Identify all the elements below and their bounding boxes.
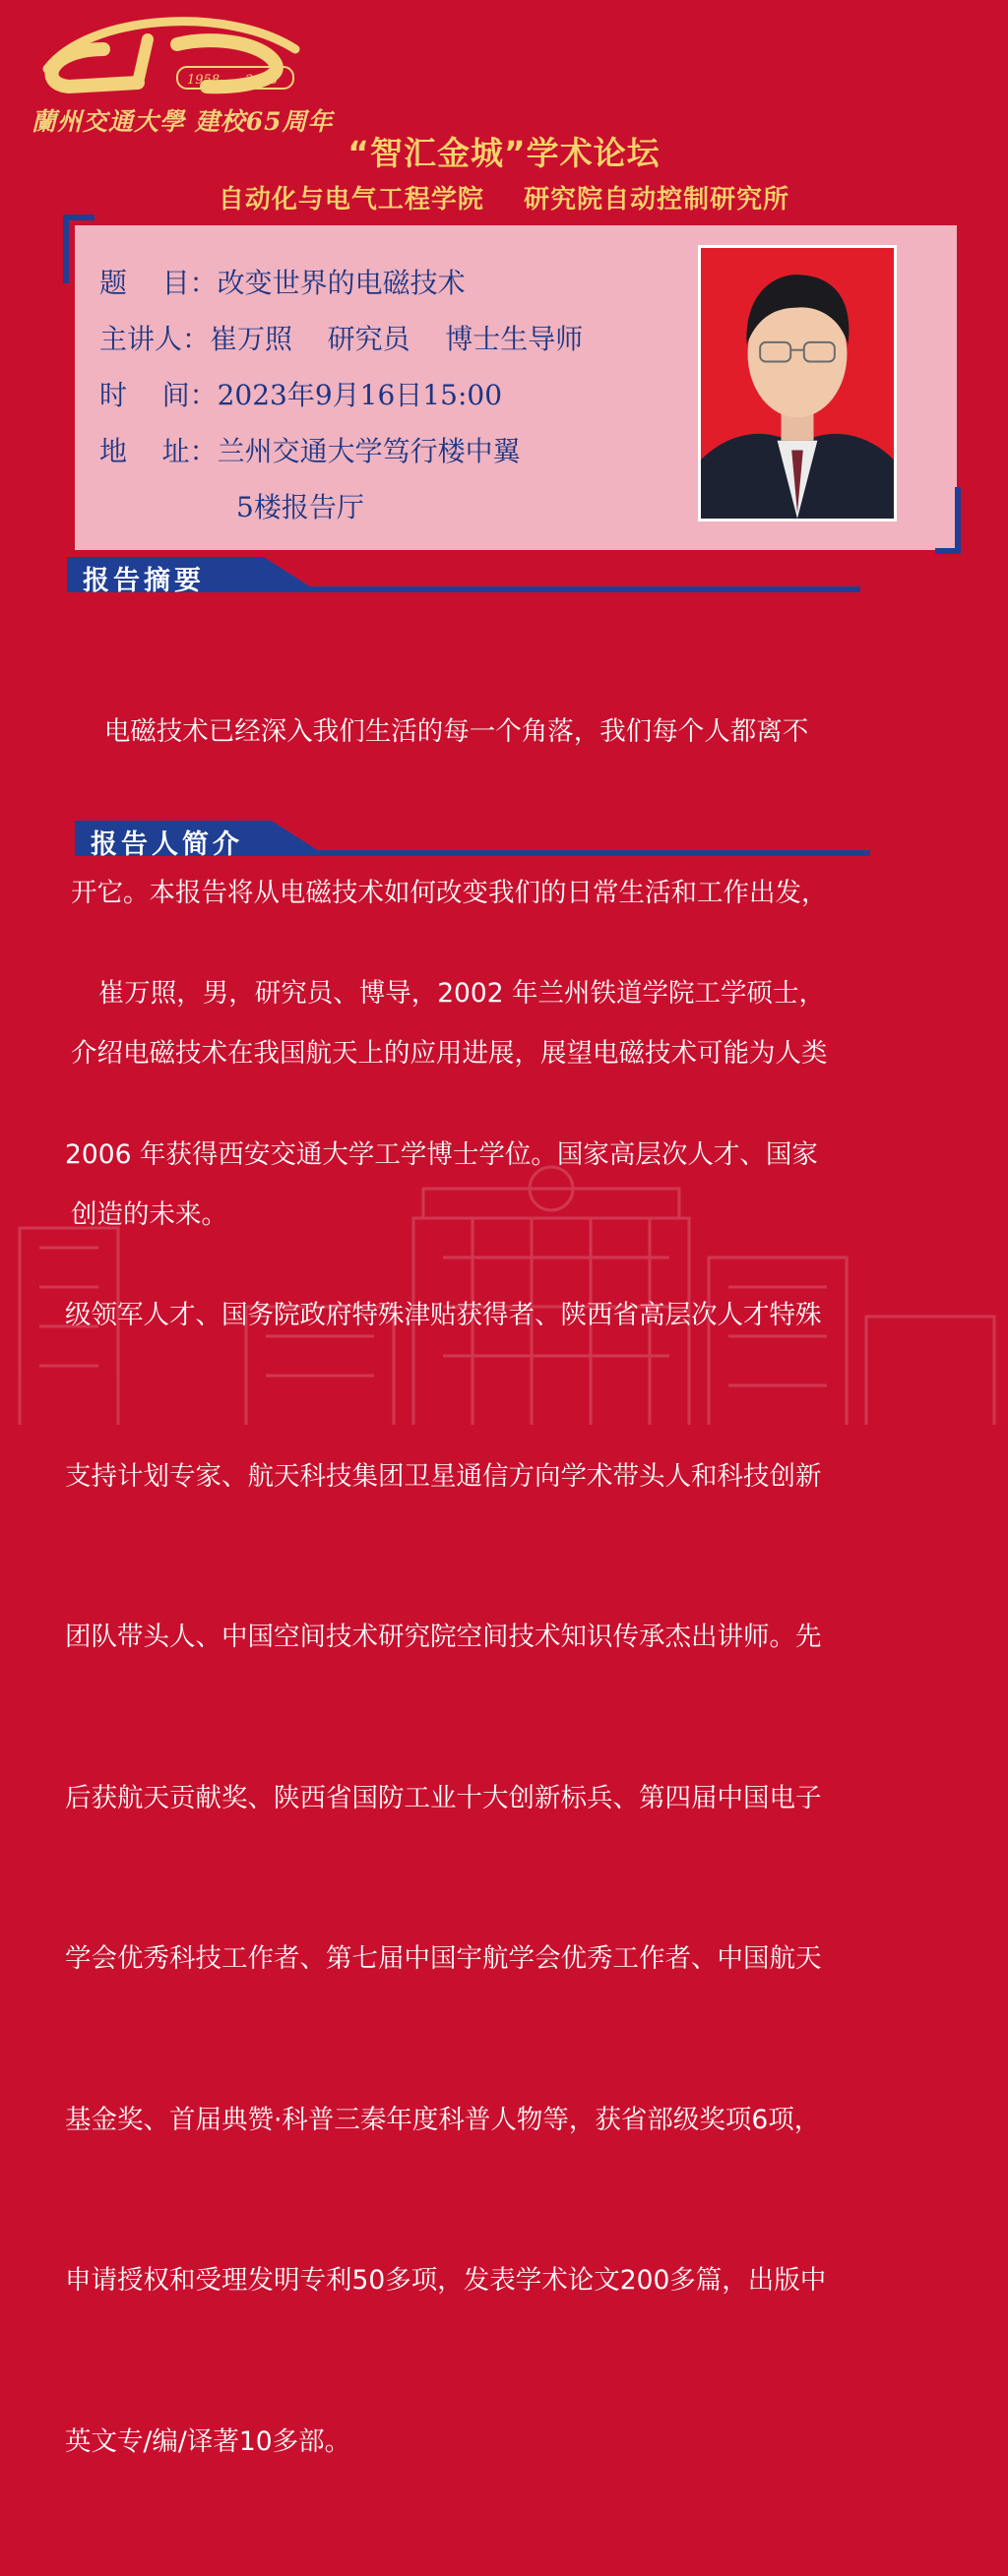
card-corner-decoration (63, 215, 94, 283)
bio-heading: 报告人简介 (91, 829, 243, 860)
abstract-line: 介绍电磁技术在我国航天上的应用进展，展望电磁技术可能为人类 (71, 1038, 828, 1069)
time-label: 时 间： (99, 379, 218, 411)
venue-row-2: 5楼报告厅 (236, 491, 364, 523)
topic-row (99, 262, 466, 301)
bio-line: 基金奖、首届典赞·科普三秦年度科普人物等，获省部级奖项6项， (65, 2104, 821, 2135)
abstract-line: 电磁技术已经深入我们生活的每一个角落，我们每个人都离不 (71, 716, 809, 747)
topic-label: 题 目： (99, 267, 218, 299)
time-row (99, 374, 502, 413)
abstract-line: 创造的未来。 (71, 1198, 227, 1230)
bio-line: 级领军人才、国务院政府特殊津贴获得者、陕西省高层次人才特殊 (65, 1300, 822, 1330)
organizers: 自动化与电气工程学院 研究院自动控制研究所 (218, 185, 790, 215)
speaker-row (99, 318, 583, 357)
bio-line: 2006 年获得西安交通大学工学博士学位。国家高层次人才、国家 (65, 1138, 818, 1170)
abstract-line: 开它。本报告将从电磁技术如何改变我们的日常生活和工作出发， (71, 877, 828, 908)
speaker-label: 主讲人： (99, 323, 211, 355)
bio-line: 后获航天贡献奖、陕西省国防工业十大创新标兵、第四届中国电子 (65, 1782, 822, 1813)
bio-text (65, 860, 826, 2576)
venue-row (99, 430, 521, 469)
abstract-section-header (67, 557, 860, 600)
bio-line: 申请授权和受理发明专利50多项，发表学术论文200多篇，出版中 (65, 2265, 827, 2296)
logo-caption: 蘭州交通大學 建校65周年 (32, 107, 334, 136)
speaker-value: 崔万照 研究员 博士生导师 (210, 323, 584, 355)
bio-line: 学会优秀科技工作者、第七届中国宇航学会优秀工作者、中国航天 (65, 1943, 822, 1974)
logo-years: 1958——2023 (187, 73, 279, 88)
bio-line: 崔万照，男，研究员、博导，2002 年兰州铁道学院工学硕士， (65, 978, 826, 1009)
bio-line: 支持计划专家、航天科技集团卫星通信方向学术带头人和科技创新 (65, 1460, 822, 1492)
bio-section-header (75, 821, 870, 864)
venue-label: 地 址： (99, 435, 218, 467)
topic-value: 改变世界的电磁技术 (217, 267, 466, 299)
time-value: 2023年9月16日15:00 (217, 379, 503, 411)
speaker-photo (698, 245, 897, 521)
abstract-heading: 报告摘要 (83, 566, 205, 596)
card-corner-decoration (935, 487, 961, 554)
forum-title: “智汇金城”学术论坛 (347, 134, 661, 172)
bio-line: 英文专/编/译著10多部。 (65, 2425, 351, 2457)
venue-value: 兰州交通大学笃行楼中翼 (217, 435, 521, 467)
bio-line: 团队带头人、中国空间技术研究院空间技术知识传承杰出讲师。先 (65, 1622, 822, 1652)
